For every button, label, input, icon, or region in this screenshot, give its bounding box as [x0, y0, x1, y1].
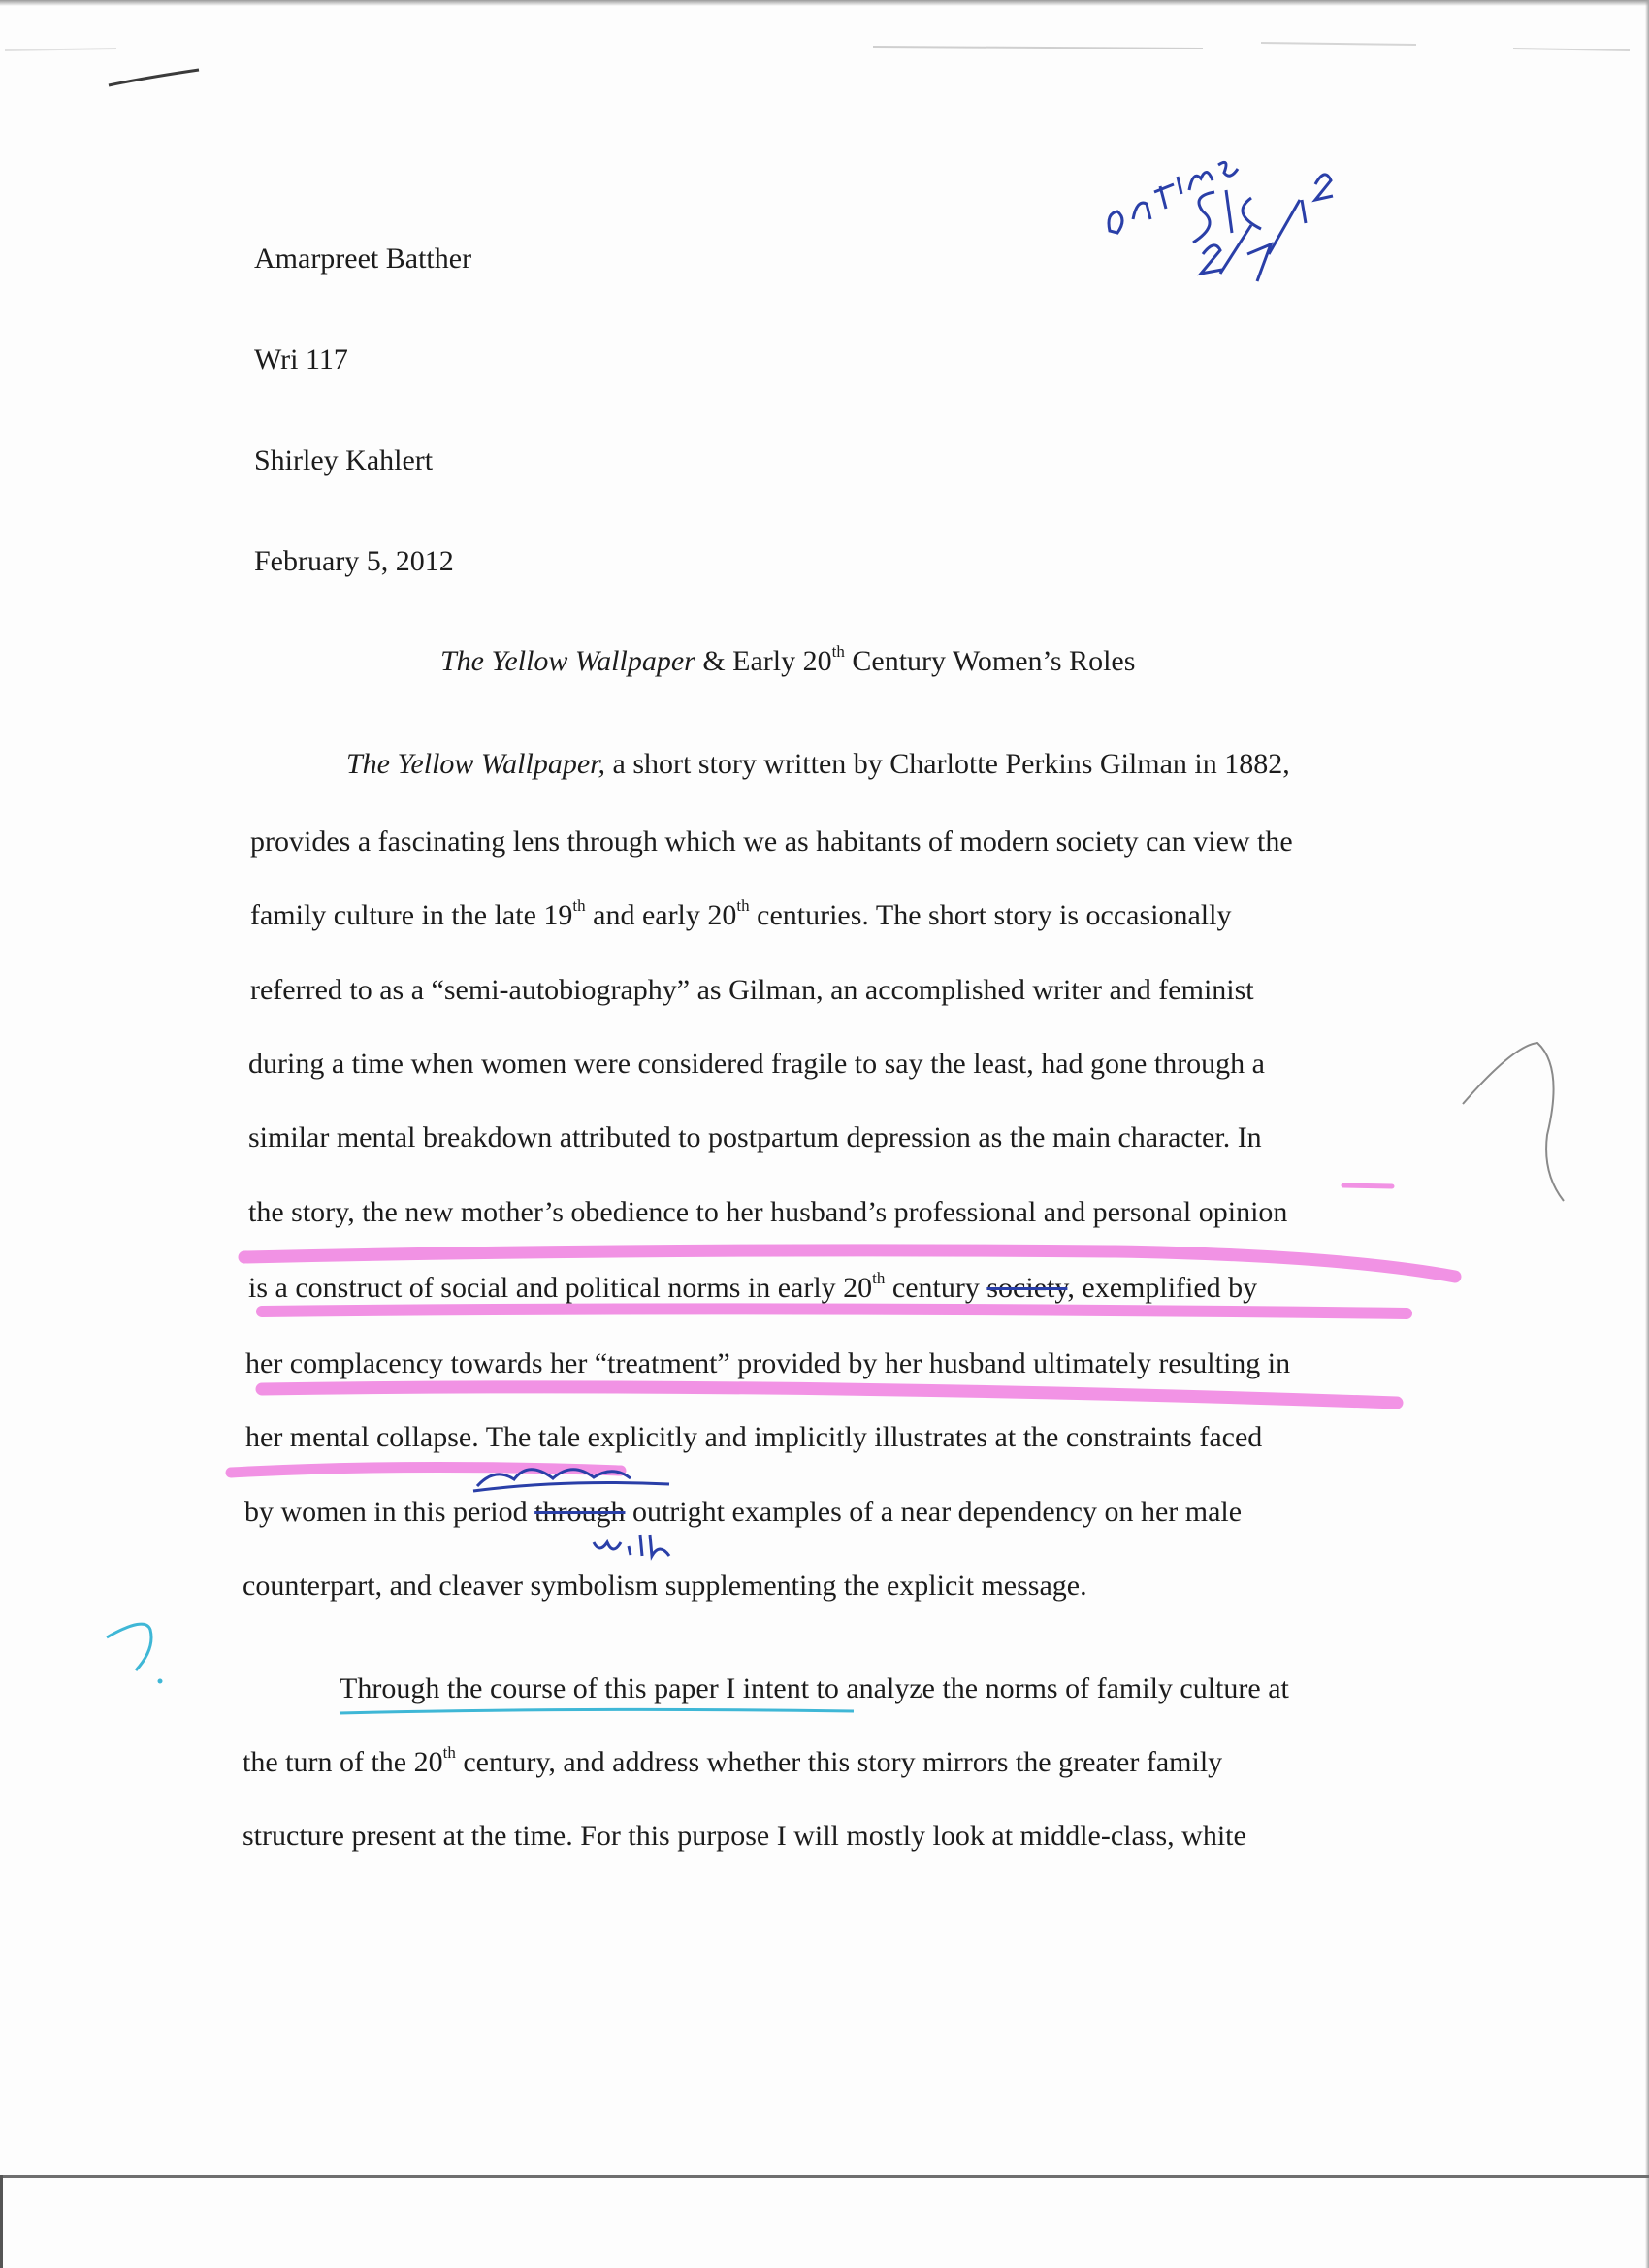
highlight-stroke — [262, 1387, 1397, 1403]
text-span: by women in this period — [244, 1496, 535, 1528]
story-title-italic: The Yellow Wallpaper, — [346, 748, 605, 780]
blue-ink-with — [594, 1535, 669, 1556]
para1-line-2: provides a fascinating lens through which we as habitants of modern society can view the — [250, 826, 1293, 858]
para1-line-5: during a time when women were considered fragile to say the least, had gone through a — [248, 1048, 1265, 1080]
instructor-name: Shirley Kahlert — [254, 444, 434, 476]
para1-line-10: her mental collapse. The tale explicitly and implicitly illustrates at the constraints faced — [245, 1421, 1263, 1453]
blue-ink-insert-because — [473, 1470, 669, 1491]
para1-line-9: her complacency towards her “treatment” provided by her husband ultimately resulting in — [245, 1347, 1291, 1379]
highlight-stroke — [262, 1309, 1406, 1313]
superscript: th — [736, 896, 750, 915]
text-span: a short story written by Charlotte Perkins Gilman in 1882, — [605, 748, 1290, 780]
highlight-stroke — [1343, 1185, 1392, 1186]
superscript: th — [572, 896, 586, 915]
text-span: is a construct of social and political norms in early 20 — [248, 1272, 873, 1304]
scan-artifact-line — [5, 49, 116, 50]
scan-edge — [0, 0, 1649, 6]
text-span: century, and address whether this story mirrors the greater family — [455, 1746, 1223, 1778]
cyan-question-dot — [158, 1679, 163, 1684]
title-sup: th — [831, 642, 845, 661]
scan-edge — [0, 2175, 1649, 2178]
para1-line-3 — [250, 898, 1231, 933]
text-span: family culture in the late 19 — [250, 899, 573, 931]
para1-line-4: referred to as a “semi-autobiography” as Gilman, an accomplished writer and feminist — [250, 974, 1254, 1006]
para1-line-11 — [244, 1495, 1242, 1530]
title-part: & Early 20 — [695, 645, 832, 677]
pencil-dash-mark — [109, 70, 199, 85]
text-span: and early 20 — [585, 899, 737, 931]
para2-line-2 — [242, 1745, 1222, 1780]
text-span: the turn of the 20 — [242, 1746, 443, 1778]
scan-artifact-line — [873, 47, 1203, 49]
text-span: centuries. The short story is occasionally — [749, 899, 1232, 931]
text-span: century — [885, 1272, 987, 1304]
title-part: Century Women’s Roles — [844, 645, 1136, 677]
superscript: th — [872, 1269, 886, 1287]
para1-line-12: counterpart, and cleaver symbolism supplementing the explicit message. — [242, 1570, 1087, 1602]
text-span: , exemplified by — [1067, 1272, 1258, 1304]
struck-word: through — [534, 1496, 626, 1528]
para1-line-8 — [248, 1271, 1257, 1306]
scan-edge — [1645, 0, 1649, 2268]
scan-edge — [0, 2175, 3, 2268]
cyan-underline — [340, 1709, 854, 1713]
para1-line-6: similar mental breakdown attributed to postpartum depression as the main character. In — [248, 1121, 1262, 1153]
paper-date: February 5, 2012 — [254, 545, 454, 577]
paper-title — [440, 644, 1135, 679]
scan-artifact-line — [1513, 49, 1630, 50]
struck-word: society — [986, 1272, 1068, 1304]
para2-line-1: Through the course of this paper I intent to analyze the norms of family culture at — [340, 1672, 1289, 1704]
highlight-stroke — [231, 1467, 621, 1473]
pencil-margin-squiggle — [1463, 1043, 1564, 1201]
para1-line-7: the story, the new mother’s obedience to her husband’s professional and personal opinion — [248, 1196, 1288, 1228]
title-italic: The Yellow Wallpaper — [440, 645, 695, 677]
para2-line-3: structure present at the time. For this purpose I will mostly look at middle-class, white — [242, 1820, 1246, 1852]
scan-artifact-line — [1261, 43, 1416, 45]
text-span: outright examples of a near dependency on her male — [625, 1496, 1243, 1528]
course-code: Wri 117 — [254, 343, 348, 375]
para1-line-1 — [346, 747, 1290, 782]
cyan-question-mark — [107, 1624, 151, 1670]
author-name: Amarpreet Batther — [254, 243, 472, 275]
superscript: th — [442, 1743, 456, 1762]
blue-ink-grade-stamp — [1109, 162, 1333, 281]
